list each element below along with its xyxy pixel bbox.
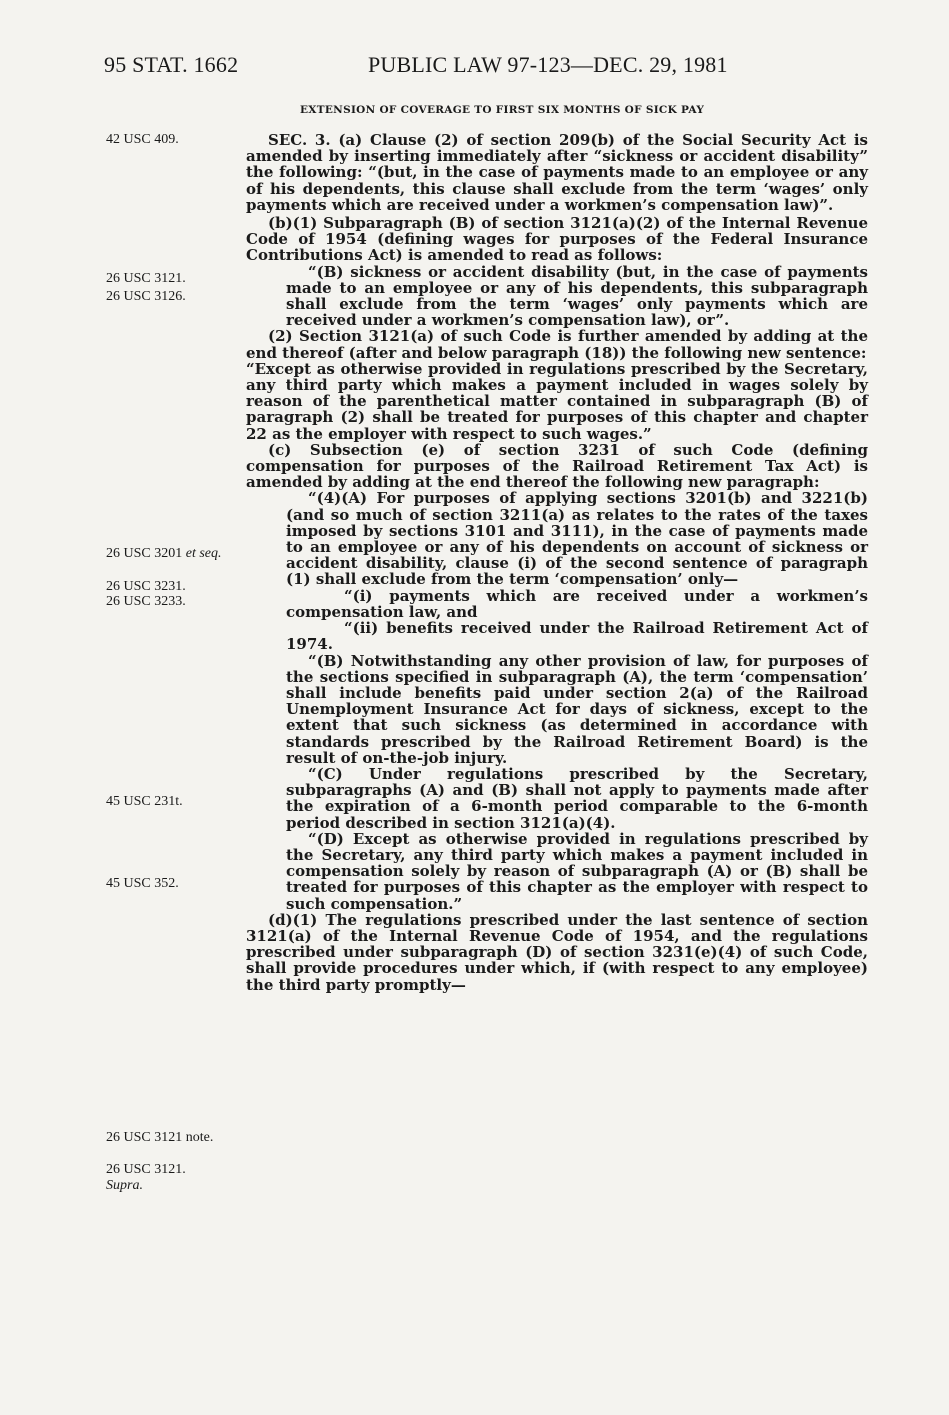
margin-note: 26 USC 3121. xyxy=(106,271,186,286)
margin-note-italic: Supra. xyxy=(106,1178,143,1193)
page-title: PUBLIC LAW 97-123—DEC. 29, 1981 xyxy=(368,52,728,77)
paragraph-c: (c) Subsection (e) of section 3231 of such Code (defining compensation for purposes of the Railroad Retirement Tax Act) is amended by adding at the end thereof the following new paragraph: xyxy=(246,440,868,492)
paragraph-quoted-b: “(B) sickness or accident disability (but, in the case of payments made to an employee or any of his dependents, this subparagraph shall exclude from the term ‘wages’ only payments which are received under a workmen’s compensation law), or”. xyxy=(286,262,868,330)
paragraph-quoted-ii: “(ii) benefits received under the Railroad Retirement Act of 1974. xyxy=(286,619,868,654)
page-reference: 95 STAT. 1662 xyxy=(104,52,239,77)
margin-note: 42 USC 409. xyxy=(106,132,179,147)
margin-note-text: 26 USC 3201 xyxy=(106,546,183,561)
margin-note: 26 USC 3126. xyxy=(106,289,186,304)
section-heading: EXTENSION OF COVERAGE TO FIRST SIX MONTHS OF SICK PAY xyxy=(300,104,705,116)
margin-note: 26 USC 3231. xyxy=(106,579,186,594)
paragraph-b2: (2) Section 3121(a) of such Code is further amended by adding at the end thereof (after and below paragraph (18)) the following new sentence: xyxy=(246,327,868,362)
statute-body xyxy=(246,132,868,993)
margin-note: 26 USC 3121 note. xyxy=(106,1130,214,1145)
paragraph-quoted-d: “(D) Except as otherwise provided in regulations prescribed by the Secretary, any third party which makes a payment included in compensation solely by reason of subparagraph (A) or (B) shall be treated for purposes of this chapter as the employer with respect to such compensation.” xyxy=(286,829,868,913)
margin-note xyxy=(106,1178,226,1193)
margin-note-italic: et seq. xyxy=(185,546,222,561)
paragraph-new-sentence: “Except as otherwise provided in regulations prescribed by the Secretary, any third party which makes a payment included in wages solely by reason of the parenthetical matter contained in subparagraph (B) of paragraph (2) shall be treated for purposes of this chapter and chapter 22 as the employer with respect to such wages.” xyxy=(246,359,868,443)
margin-note: 26 USC 3121. xyxy=(106,1162,186,1177)
margin-note xyxy=(106,546,226,561)
paragraph-b1: (b)(1) Subparagraph (B) of section 3121(a)(2) of the Internal Revenue Code of 1954 (defining wages for purposes of the Federal Insurance Contributions Act) is amended to read as follows: xyxy=(246,214,868,265)
paragraph-quoted-c: “(C) Under regulations prescribed by the Secretary, subparagraphs (A) and (B) shall not apply to payments made after the expiration of a 6-month period comparable to the 6-month period described in section 3121(a)(4). xyxy=(286,764,868,832)
paragraph-quoted-b2: “(B) Notwithstanding any other provision of law, for purposes of the sections specified in subparagraph (A), the term ‘compensation’ shall include benefits paid under section 2(a) of the Railroad Unemployment Insurance Act for days of sickness, except to the extent that such sickness (as determined in accordance with standards prescribed by the Railroad Retirement Board) is the result of on-the-job injury. xyxy=(286,651,868,767)
paragraph-quoted-i: “(i) payments which are received under a workmen’s compensation law, and xyxy=(286,586,868,621)
paragraph-quoted-4a: “(4)(A) For purposes of applying sections 3201(b) and 3221(b) (and so much of section 3211(a) as relates to the rates of the taxes imposed by sections 3101 and 3111), in the case of payments made to an employee or any of his dependents on account of sickness or accident disability, clause (i) of the second sentence of paragraph (1) shall exclude from the term ‘compensation’ only— xyxy=(286,489,868,589)
paragraph-d1: (d)(1) The regulations prescribed under the last sentence of section 3121(a) of the Internal Revenue Code of 1954, and the regulations prescribed under subparagraph (D) of section 3231(e)(4) of such Code, shall provide procedures under which, if (with respect to any employee) the third party promptly— xyxy=(246,910,868,994)
paragraph-sec3a: SEC. 3. (a) Clause (2) of section 209(b) of the Social Security Act is amended by inserting immediately after “sickness or accident disability” the following: “(but, in the case of payments made to an employee or any of his dependents, this clause shall exclude from the term ‘wages’ only payments which are received under a workmen’s compensation law)”. xyxy=(246,131,868,214)
margin-note: 45 USC 231t. xyxy=(106,794,183,809)
margin-note: 45 USC 352. xyxy=(106,876,179,891)
margin-note: 26 USC 3233. xyxy=(106,594,186,609)
